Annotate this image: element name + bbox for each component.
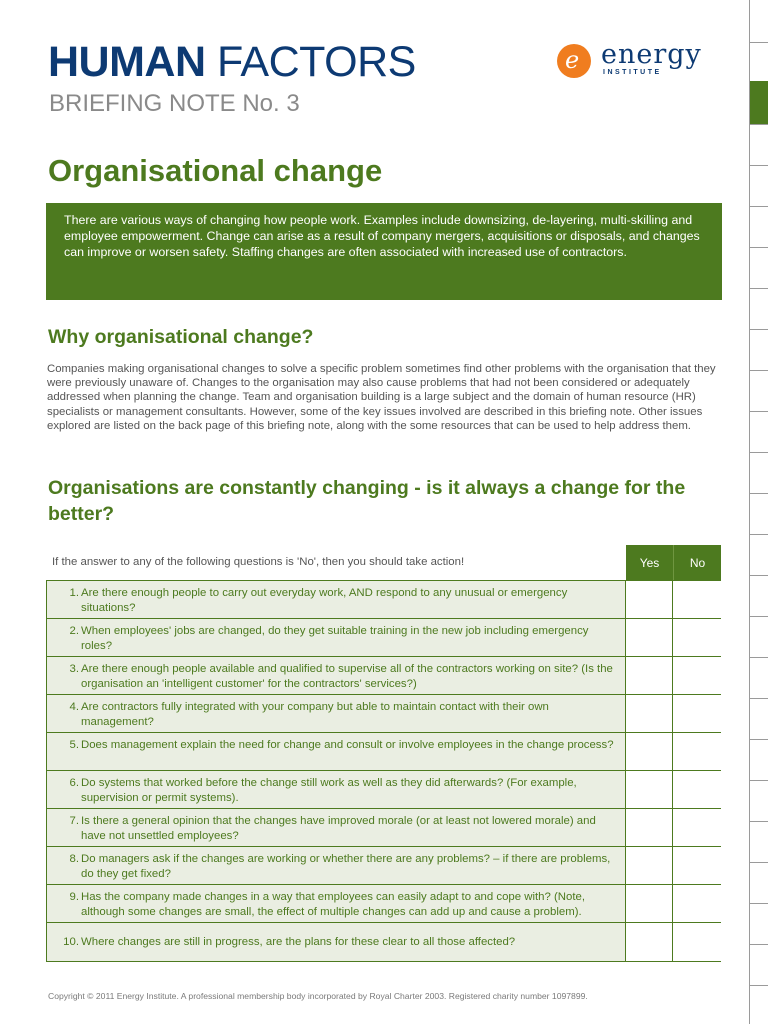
answer-yes-box[interactable]	[627, 847, 673, 884]
question-text: Do managers ask if the changes are working or whether there are any problems? – if there are problems, do they get fixed?	[81, 853, 611, 880]
checklist-row	[46, 847, 721, 885]
answer-no-box[interactable]	[674, 619, 721, 656]
section-heading-why: Why organisational change?	[48, 326, 314, 348]
question-number: 4.	[69, 701, 79, 713]
checklist-row	[46, 581, 721, 619]
answer-no-box[interactable]	[674, 847, 721, 884]
question-text: Are there enough people available and qualified to supervise all of the contractors working on site? (Is the organisation an 'intelligent customer' for the contractors' services?)	[81, 663, 613, 690]
question-number: 5.	[69, 739, 79, 751]
checklist-row	[46, 809, 721, 847]
tab-divider	[750, 862, 768, 863]
checklist-row	[46, 657, 721, 695]
answer-no-box[interactable]	[674, 923, 721, 961]
question-text: Where changes are still in progress, are the plans for these clear to all those affected?	[81, 936, 516, 948]
question-text: Are contractors fully integrated with your company but able to maintain contact with their own management?	[81, 701, 549, 728]
section-heading-changing: Organisations are constantly changing - is it always a change for the better?	[48, 477, 686, 525]
active-index-tab	[750, 81, 768, 124]
tab-divider	[750, 288, 768, 289]
logo-word: energy	[601, 39, 702, 70]
tab-divider	[750, 411, 768, 412]
answer-yes-box[interactable]	[627, 809, 673, 846]
question-number: 1.	[69, 587, 79, 599]
answer-yes-box[interactable]	[627, 733, 673, 770]
question-number: 3.	[69, 663, 79, 675]
answer-yes-box[interactable]	[627, 885, 673, 922]
question-number: 10.	[63, 936, 79, 948]
question-number: 7.	[69, 815, 79, 827]
tab-divider	[750, 698, 768, 699]
checklist-row	[46, 771, 721, 809]
question-number: 2.	[69, 625, 79, 637]
document-series-title	[48, 38, 416, 86]
briefing-note-number: BRIEFING NOTE No. 3	[49, 90, 300, 117]
answer-no-box[interactable]	[674, 657, 721, 694]
page-index-tabs	[749, 0, 768, 1024]
checklist-row	[46, 619, 721, 657]
question-number: 8.	[69, 853, 79, 865]
question-number: 6.	[69, 777, 79, 789]
checklist-row	[46, 695, 721, 733]
question-cell	[47, 771, 626, 808]
question-text: Are there enough people to carry out everyday work, AND respond to any unusual or emergency situations?	[81, 587, 568, 614]
tab-divider	[750, 657, 768, 658]
checklist-row	[46, 885, 721, 923]
tab-divider	[750, 616, 768, 617]
copyright-footer: Copyright © 2011 Energy Institute. A professional membership body incorporated by Royal Charter 2003. Registered charity number 1097899.	[48, 991, 588, 1001]
intro-text: There are various ways of changing how people work. Examples include downsizing, de-layering, multi-skilling and employee empowerment. Change can arise as a result of company mergers, acquisitions or disposals, and changes can improve or worsen safety. Staffing changes are often associated with increased use of contractors.	[64, 213, 700, 259]
question-cell	[47, 695, 626, 732]
column-header-no: No	[673, 545, 721, 581]
tab-divider	[750, 206, 768, 207]
tab-divider	[750, 534, 768, 535]
answer-yes-box[interactable]	[627, 771, 673, 808]
question-cell	[47, 809, 626, 846]
question-cell	[47, 733, 626, 770]
page-title: Organisational change	[48, 153, 383, 188]
answer-yes-box[interactable]	[627, 581, 673, 618]
answer-no-box[interactable]	[674, 809, 721, 846]
answer-yes-box[interactable]	[627, 619, 673, 656]
title-bold: HUMAN	[48, 38, 206, 86]
tab-divider	[750, 370, 768, 371]
tab-divider	[750, 42, 768, 43]
tab-divider	[750, 739, 768, 740]
tab-divider	[750, 985, 768, 986]
tab-divider	[750, 821, 768, 822]
answer-yes-box[interactable]	[627, 923, 673, 961]
checklist-row	[46, 923, 721, 962]
logo-subtext: INSTITUTE	[603, 69, 662, 76]
checklist-row	[46, 733, 721, 771]
question-text: When employees' jobs are changed, do they get suitable training in the new job including emergency roles?	[81, 625, 589, 652]
question-cell	[47, 847, 626, 884]
energy-institute-logo	[557, 39, 717, 78]
question-text: Do systems that worked before the change still work as well as they did afterwards? (For example, supervision or permit systems).	[81, 777, 577, 804]
checklist-instruction: If the answer to any of the following questions is 'No', then you should take action!	[52, 556, 465, 568]
answer-no-box[interactable]	[674, 885, 721, 922]
question-cell	[47, 923, 626, 961]
question-cell	[47, 581, 626, 618]
tab-divider	[750, 575, 768, 576]
question-cell	[47, 657, 626, 694]
logo-symbol: e	[565, 46, 580, 74]
answer-no-box[interactable]	[674, 695, 721, 732]
tab-divider	[750, 329, 768, 330]
answer-yes-box[interactable]	[627, 657, 673, 694]
question-cell	[47, 885, 626, 922]
question-text: Does management explain the need for change and consult or involve employees in the change process?	[81, 739, 614, 751]
tab-divider	[750, 452, 768, 453]
answer-no-box[interactable]	[674, 771, 721, 808]
question-text: Is there a general opinion that the changes have improved morale (or at least not lowered morale) and have not unsettled employees?	[81, 815, 596, 842]
answer-yes-box[interactable]	[627, 695, 673, 732]
question-cell	[47, 619, 626, 656]
tab-divider	[750, 124, 768, 125]
tab-divider	[750, 165, 768, 166]
section-body-why: Companies making organisational changes to solve a specific problem sometimes find other problems with the organisation that they were previously unaware of. Changes to the organisation may also cause problems that had not been considered or adequately addressed when planning the change. Team and organisation building is a large subject and the domain of human resource (HR) specialists or management consultants. However, some of the key issues involved are described in this briefing note. Other issues explored are listed on the back page of this briefing note, along with the some resources that can be used to help address them.	[47, 363, 716, 432]
tab-divider	[750, 944, 768, 945]
intro-box	[46, 203, 722, 300]
question-number: 9.	[69, 891, 79, 903]
tab-divider	[750, 247, 768, 248]
answer-no-box[interactable]	[674, 581, 721, 618]
tab-divider	[750, 780, 768, 781]
tab-divider	[750, 903, 768, 904]
answer-no-box[interactable]	[674, 733, 721, 770]
checklist-table	[46, 580, 721, 962]
title-light: FACTORS	[217, 38, 416, 86]
column-header-yes: Yes	[626, 545, 673, 581]
tab-divider	[750, 493, 768, 494]
question-text: Has the company made changes in a way that employees can easily adapt to and cope with? (Note, although some changes are small, the effect of multiple changes can add up and cause a problem).	[81, 891, 586, 918]
